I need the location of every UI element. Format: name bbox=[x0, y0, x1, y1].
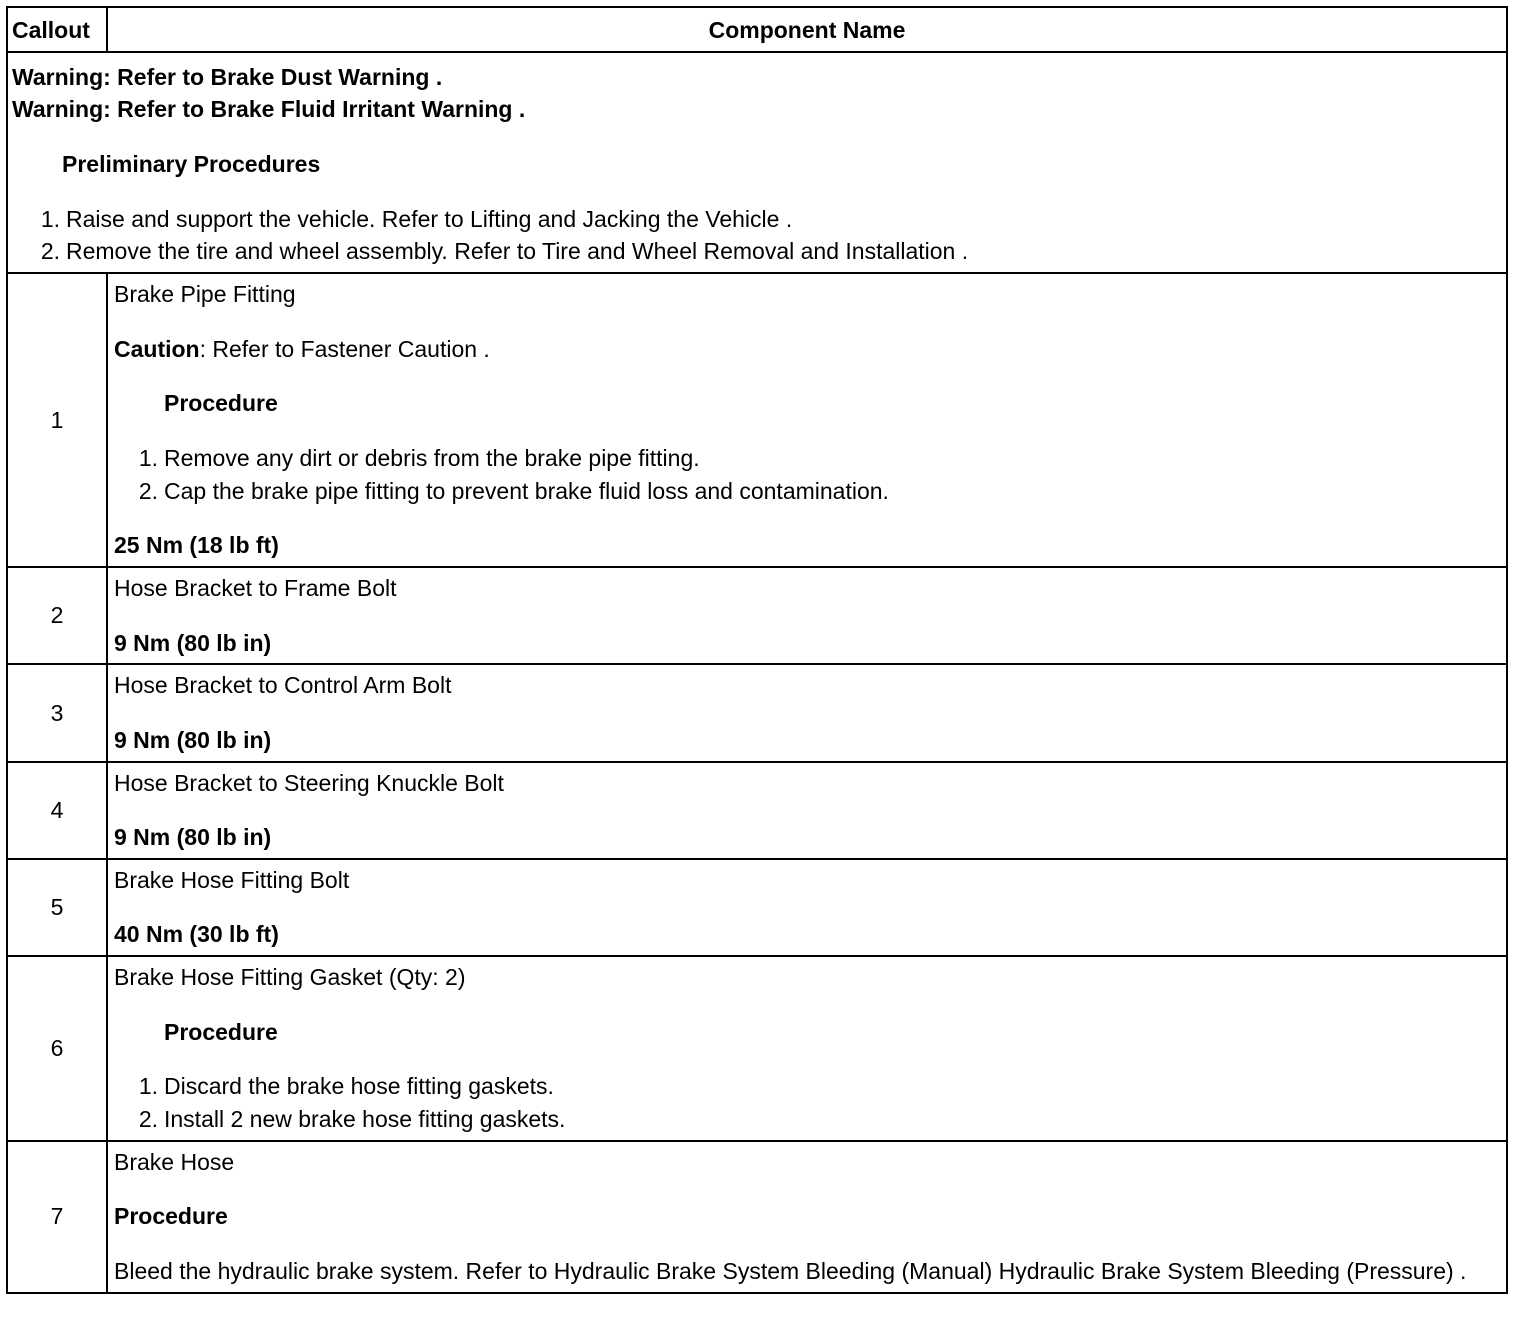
warning-brake-dust[interactable]: Warning: Refer to Brake Dust Warning . bbox=[12, 63, 443, 90]
torque-spec: 25 Nm (18 lb ft) bbox=[114, 532, 279, 559]
list-item: 1. Raise and support the vehicle. Refer to Lifting and Jacking the Vehicle . bbox=[12, 203, 1502, 236]
procedure-heading: Procedure bbox=[164, 1018, 278, 1045]
callout-cell: 1 bbox=[7, 273, 107, 567]
caution-label: Caution bbox=[114, 335, 200, 362]
table-row bbox=[7, 859, 1507, 956]
component-name: Brake Hose Fitting Gasket (Qty: 2) bbox=[114, 964, 466, 991]
component-cell bbox=[107, 1141, 1507, 1293]
callout-cell: 2 bbox=[7, 567, 107, 664]
callout-cell: 5 bbox=[7, 859, 107, 956]
component-name: Hose Bracket to Frame Bolt bbox=[114, 574, 397, 601]
callout-header: Callout bbox=[7, 7, 107, 52]
table-row bbox=[7, 567, 1507, 664]
component-name: Hose Bracket to Control Arm Bolt bbox=[114, 672, 452, 699]
step-text[interactable]: Remove the tire and wheel assembly. Refer to Tire and Wheel Removal and Installation . bbox=[66, 238, 969, 265]
warning-brake-fluid[interactable]: Warning: Refer to Brake Fluid Irritant Warning . bbox=[12, 96, 526, 123]
table-row bbox=[7, 273, 1507, 567]
component-cell bbox=[107, 859, 1507, 956]
torque-spec: 9 Nm (80 lb in) bbox=[114, 824, 272, 851]
procedure-steps bbox=[114, 1070, 1500, 1135]
caution-text[interactable]: : Refer to Fastener Caution . bbox=[199, 335, 490, 362]
component-name: Brake Hose bbox=[114, 1148, 235, 1175]
header-row bbox=[7, 7, 1507, 52]
table-row bbox=[7, 762, 1507, 859]
table-row bbox=[7, 956, 1507, 1141]
component-table bbox=[6, 6, 1508, 1294]
component-cell bbox=[107, 567, 1507, 664]
list-item: 2. Remove the tire and wheel assembly. Refer to Tire and Wheel Removal and Installation . bbox=[12, 235, 1502, 268]
preliminary-cell bbox=[7, 52, 1507, 273]
torque-spec: 40 Nm (30 lb ft) bbox=[114, 921, 279, 948]
component-header: Component Name bbox=[107, 7, 1507, 52]
component-cell bbox=[107, 956, 1507, 1141]
procedure-heading: Procedure bbox=[114, 1203, 228, 1230]
caution-line bbox=[114, 333, 1500, 366]
torque-spec: 9 Nm (80 lb in) bbox=[114, 726, 272, 753]
list-item: 2. Install 2 new brake hose fitting gaskets. bbox=[138, 1106, 566, 1133]
component-name: Hose Bracket to Steering Knuckle Bolt bbox=[114, 769, 504, 796]
step-text[interactable]: Raise and support the vehicle. Refer to Lifting and Jacking the Vehicle . bbox=[66, 205, 793, 232]
component-name: Brake Hose Fitting Bolt bbox=[114, 866, 350, 893]
list-item: 2. Cap the brake pipe fitting to prevent brake fluid loss and contamination. bbox=[138, 477, 889, 504]
callout-cell: 4 bbox=[7, 762, 107, 859]
preliminary-heading: Preliminary Procedures bbox=[62, 150, 321, 177]
component-name: Brake Pipe Fitting bbox=[114, 280, 296, 307]
list-item: 1. Discard the brake hose fitting gaskets. bbox=[138, 1073, 554, 1100]
torque-spec: 9 Nm (80 lb in) bbox=[114, 629, 272, 656]
preliminary-steps bbox=[12, 203, 1502, 268]
preliminary-row bbox=[7, 52, 1507, 273]
procedure-steps bbox=[114, 442, 1500, 507]
callout-cell: 7 bbox=[7, 1141, 107, 1293]
table-row bbox=[7, 1141, 1507, 1293]
list-item: 1. Remove any dirt or debris from the brake pipe fitting. bbox=[138, 444, 700, 471]
component-cell bbox=[107, 664, 1507, 761]
component-cell bbox=[107, 762, 1507, 859]
callout-cell: 6 bbox=[7, 956, 107, 1141]
table-row bbox=[7, 664, 1507, 761]
procedure-heading: Procedure bbox=[164, 390, 278, 417]
component-cell bbox=[107, 273, 1507, 567]
callout-cell: 3 bbox=[7, 664, 107, 761]
bleed-instruction[interactable]: Bleed the hydraulic brake system. Refer to Hydraulic Brake System Bleeding (Manual) Hydraulic Brake System Bleeding (Pressure) . bbox=[114, 1258, 1467, 1285]
